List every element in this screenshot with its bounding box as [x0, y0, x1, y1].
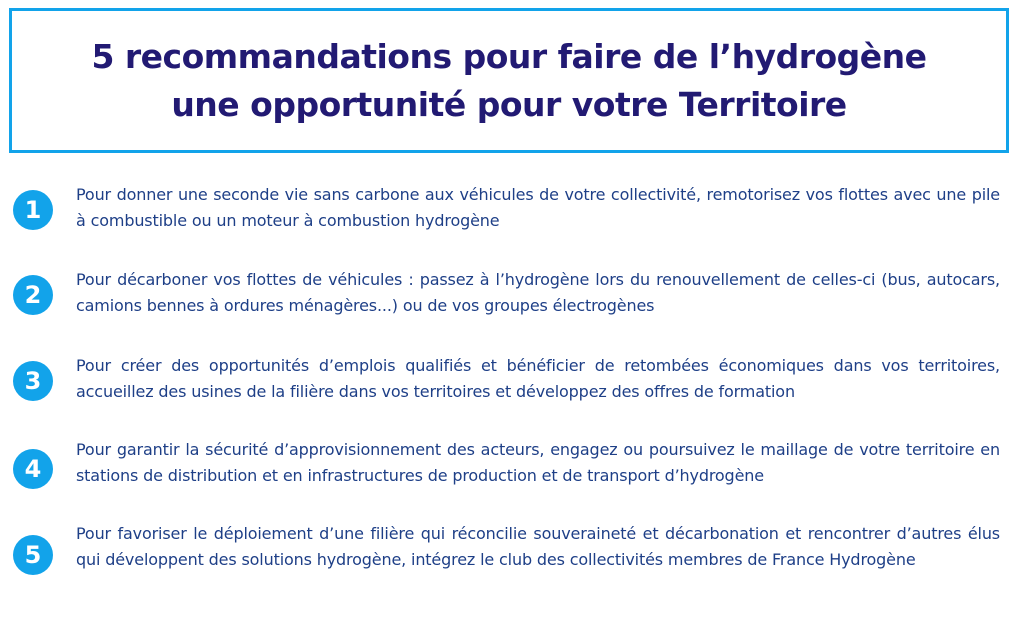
recommendation-text: Pour favoriser le déploiement d’une filière qui réconcilie souveraineté et décarbonation et rencontrer d’autres élus qui développent des solutions hydrogène, intégrez le club des collectivités membres de France Hydrogène — [76, 524, 1000, 569]
number-badge: 1 — [13, 190, 53, 230]
number-badge: 2 — [13, 275, 53, 315]
recommendation-text: Pour créer des opportunités d’emplois qualifiés et bénéficier de retombées économiques dans vos territoires, accueillez des usines de la filière dans vos territoires et développez des offres de formation — [76, 356, 1000, 401]
number-badge: 5 — [13, 535, 53, 575]
title-line-1: 5 recommandations pour faire de l’hydrogène — [91, 36, 927, 76]
number-badge: 3 — [13, 361, 53, 401]
title-line-2: une opportunité pour votre Territoire — [171, 84, 847, 124]
recommendation-text: Pour décarboner vos flottes de véhicules : passez à l’hydrogène lors du renouvellement de celles-ci (bus, autocars, camions bennes à ordures ménagères...) ou de vos groupes électrogènes — [76, 270, 1000, 315]
recommendation-text: Pour garantir la sécurité d’approvisionnement des acteurs, engagez ou poursuivez le maillage de votre territoire en stations de distribution et en infrastructures de production et de transport d’hydrogène — [76, 440, 1000, 485]
number-badge: 4 — [13, 449, 53, 489]
recommendation-text: Pour donner une seconde vie sans carbone aux véhicules de votre collectivité, remotorisez vos flottes avec une pile à combustible ou un moteur à combustion hydrogène — [76, 185, 1000, 230]
